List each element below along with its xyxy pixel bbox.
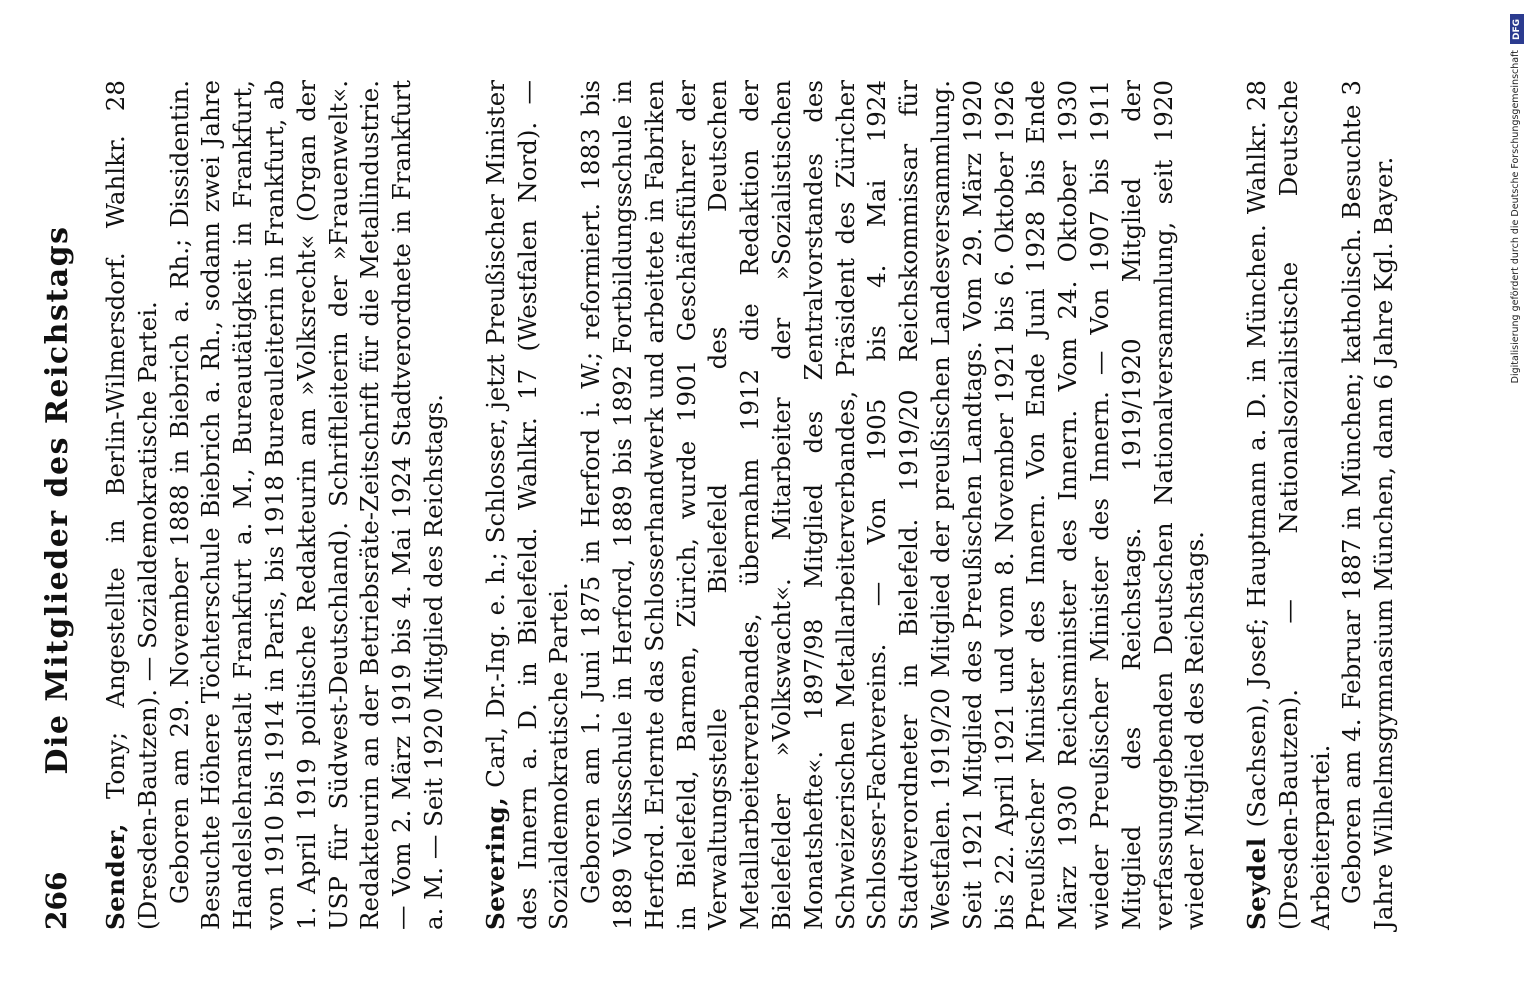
- entry-heading: [100, 80, 164, 930]
- entry-intro: Carl, Dr.-Ing. e. h.; Schlosser, jetzt Preußischer Minister des Innern a. D. in Bielefeld. Wahlkr. 17 (Westfalen Nord). — Sozialdemokratische Partei.: [480, 80, 574, 930]
- biography-entry-severing: [480, 80, 1211, 930]
- digitization-notice: [1509, 6, 1527, 996]
- entry-name: Sender,: [101, 823, 130, 930]
- entry-body: Geboren am 1. Juni 1875 in Herford i. W.; reformiert. 1883 bis 1889 Volksschule in Herford, 1889 bis 1892 Fortbildungsschule in Herford. Erlernte das Schlosserhandwerk und arbeitete in Fabriken in Bielefeld, Barmen, Zürich, wurde 1901 Geschäftsführer der Verwaltungsstelle Bielefeld des Deutschen Metallarbeiterverbandes, übernahm 1912 die Redaktion der Bielefelder »Volkswacht«. Mitarbeiter der »Sozialistischen Monatshefte«. 1897/98 Mitglied des Zentralvorstandes des Schweizerischen Metallarbeiterverbandes, Präsident des Züricher Schlosser-Fachvereins. — Von 1905 bis 4. Mai 1924 Stadtverordneter in Bielefeld. 1919/20 Reichskommissar für Westfalen. 1919/20 Mitglied der preußischen Landesversammlung. Seit 1921 Mitglied des Preußischen Landtags. Vom 29. März 1920 bis 22. April 1921 und vom 8. November 1921 bis 6. Oktober 1926 Preußischer Minister des Innern. Von Ende Juni 1928 bis Ende März 1930 Reichsminister des Innern. Vom 24. Oktober 1930 wieder Preußischer Minister des Innern. — Von 1907 bis 1911 Mitglied des Reichstags. 1919/1920 Mitglied der verfassunggebenden Deutschen Nationalversammlung, seit 1920 wieder Mitglied des Reichstags.: [576, 80, 1210, 930]
- entry-name: Severing,: [480, 796, 510, 930]
- entry-name: Seydel: [1242, 837, 1272, 930]
- running-title: Die Mitglieder des Reichstags: [40, 225, 75, 775]
- dfg-notice-text: Digitalisierung gefördert durch die Deutsche Forschungsgemeinschaft: [1510, 50, 1521, 384]
- entry-heading: [480, 80, 575, 930]
- dfg-logo: DFG: [1510, 14, 1524, 44]
- biography-entry-sender: [100, 80, 450, 930]
- entry-intro: (Sachsen), Josef; Hauptmann a. D. in München. Wahlkr. 28 (Dresden-Bautzen). — Nationalsozialistische Deutsche Arbeiterpartei.: [1242, 80, 1335, 930]
- entries-column: [100, 80, 1430, 930]
- page-number: 266: [40, 871, 73, 930]
- entry-intro: Tony; Angestellte in Berlin-Wilmersdorf. Wahlkr. 28 (Dresden-Bautzen). — Sozialdemokratische Partei.: [101, 80, 162, 930]
- page-header: [40, 70, 80, 930]
- entry-body: Geboren am 29. November 1888 in Biebrich a. Rh.; Dissidentin. Besuchte Höhere Töchterschule Biebrich a. Rh., sodann zwei Jahre Handelslehranstalt Frankfurt a. M., Bureautätigkeit in Frankfurt, von 1910 bis 1914 in Paris, bis 1918 Bureauleiterin in Frankfurt, ab 1. April 1919 politische Redakteurin am »Volksrecht« (Organ der USP für Südwest-Deutschland). Schriftleiterin der »Frauenwelt«. Redakteurin an der Betriebsräte-Zeitschrift für die Metallindustrie. — Vom 2. März 1919 bis 4. Mai 1924 Stadtverordnete in Frankfurt a. M. — Seit 1920 Mitglied des Reichstags.: [164, 80, 448, 930]
- entry-heading: [1241, 80, 1336, 930]
- entry-body: Geboren am 4. Februar 1887 in München; katholisch. Besuchte 3 Jahre Wilhelmsgymnasium München, dann 6 Jahre Kgl. Bayer.: [1337, 80, 1399, 930]
- biography-entry-seydel: [1241, 80, 1400, 930]
